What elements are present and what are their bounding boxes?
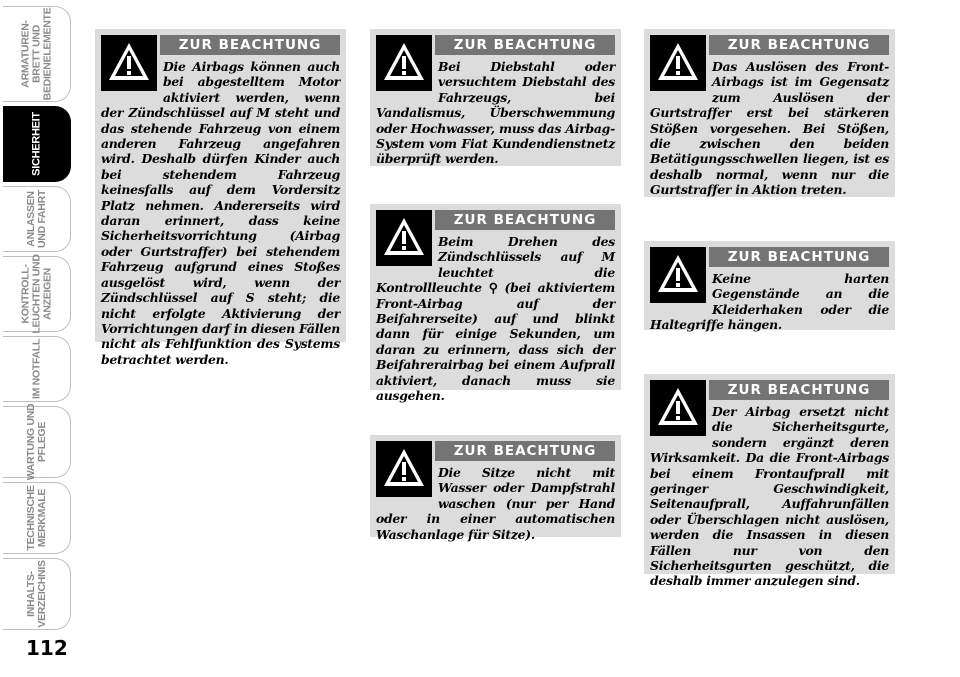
note-text: Bei Diebstahl oder versuchtem Diebstahl des Fahrzeugs, bei Vandalismus, Überschwemmung oder Hochwasser, muss das Airbag-System vom Fiat Kundendienstnetz überprüft werden. xyxy=(376,59,615,167)
note-text-part: (bei aktiviertem Front-Airbag auf der Beifahrerseite) auf und blinkt dann für einige Sekunden, um daran zu erinnern, dass sich der Beifahrerairbag bei einem Aufprall aktiviert, danach muss sie ausgehen. xyxy=(376,280,615,404)
note-header: ZUR BEACHTUNG xyxy=(435,35,615,55)
warning-note xyxy=(644,241,895,333)
tab-label: IM NOTFALL xyxy=(30,339,42,399)
note-header: ZUR BEACHTUNG xyxy=(435,441,615,461)
tab-im-notfall[interactable] xyxy=(3,336,71,402)
warning-triangle-icon xyxy=(376,35,432,91)
note-header: ZUR BEACHTUNG xyxy=(709,35,889,55)
tab-kontrollleuchten[interactable] xyxy=(3,256,71,332)
warning-note xyxy=(95,29,346,367)
warning-triangle-icon xyxy=(101,35,157,91)
note-text: Keine harten Gegenstände an die Kleiderhaken oder die Haltegriffe hängen. xyxy=(650,271,889,333)
warning-note xyxy=(370,204,621,404)
tab-label: KONTROLL- LEUCHTEN UND ANZEIGEN xyxy=(19,254,53,334)
warning-note xyxy=(370,29,621,166)
note-header: ZUR BEACHTUNG xyxy=(160,35,340,55)
note-text: Das Auslösen des Front-Airbags ist im Gegensatz zum Auslösen der Gurtstraffer erst bei stärkeren Stößen vorgesehen. Bei Stößen, die zwischen den beiden Betätigungsschwellen liegen, ist es deshalb normal, wenn nur die Gurtstraffer in Aktion treten. xyxy=(650,59,889,198)
tab-anlassen[interactable] xyxy=(3,186,71,252)
note-text: Der Airbag ersetzt nicht die Sicherheitsgurte, sondern ergänzt deren Wirksamkeit. Da die Front-Airbags bei einem Frontaufprall mit geringer Geschwindigkeit, Seitenaufprall, Auffahrunfällen oder Überschlagen nicht auslösen, werden die Insassen in diesen Fällen nur von den Sicherheitsgurten geschützt, die deshalb immer anzulegen sind. xyxy=(650,404,889,589)
tab-technische-merkmale[interactable] xyxy=(3,482,71,554)
note-text: Die Sitze nicht mit Wasser oder Dampfstrahl waschen (nur per Hand oder in einer automatischen Waschanlage für Sitze). xyxy=(376,465,615,542)
note-text-part: Beim Drehen des Zündschlüssels auf M leuchtet die Kontrollleuchte xyxy=(376,234,615,296)
page-number: 112 xyxy=(26,636,68,660)
warning-triangle-icon xyxy=(650,247,706,303)
warning-triangle-icon xyxy=(376,210,432,266)
tab-label: WARTUNG UND PFLEGE xyxy=(24,403,48,481)
note-header: ZUR BEACHTUNG xyxy=(709,380,889,400)
warning-triangle-icon xyxy=(376,441,432,497)
warning-note xyxy=(370,435,621,542)
note-text: Die Airbags können auch bei abgestelltem Motor aktiviert werden, wenn der Zündschlüssel auf M steht und das stehende Fahrzeug von einem anderen Fahrzeug angefahren wird. Deshalb dürfen Kinder auch bei stehendem Fahrzeug keinesfalls auf dem Vordersitz Platz nehmen. Andererseits wird daran erinnert, dass keine Sicherheitsvorrichtung (Airbag oder Gurtstraffer) bei stehendem Fahrzeug aufgrund eines Stoßes ausgelöst wird, wenn der Zündschlüssel auf S steht; die nicht erfolgte Aktivierung der Vorrichtungen darf in diesen Fällen nicht als Fehlfunktion des Systems betrachtet werden. xyxy=(101,59,340,367)
tab-wartung[interactable] xyxy=(3,403,71,481)
tab-label: INHALTS- VERZEICHNIS xyxy=(24,560,48,628)
tab-armaturenbrett[interactable] xyxy=(3,6,71,102)
note-header: ZUR BEACHTUNG xyxy=(709,247,889,267)
tab-label: ARMATUREN- BRETT UND BEDIENELEMENTE xyxy=(19,7,53,101)
tab-label: SICHERHEIT xyxy=(30,112,42,176)
tab-label: ANLASSEN UND FAHRT xyxy=(24,190,48,248)
note-header: ZUR BEACHTUNG xyxy=(435,210,615,230)
airbag-warning-light-icon: ⚲ xyxy=(488,280,498,296)
tab-label: TECHNISCHE MERKMALE xyxy=(24,485,48,551)
tab-inhaltsverzeichnis[interactable] xyxy=(3,558,71,630)
warning-note xyxy=(644,29,895,197)
warning-note xyxy=(644,374,895,589)
warning-triangle-icon xyxy=(650,380,706,436)
tab-sicherheit[interactable] xyxy=(3,106,71,182)
warning-triangle-icon xyxy=(650,35,706,91)
